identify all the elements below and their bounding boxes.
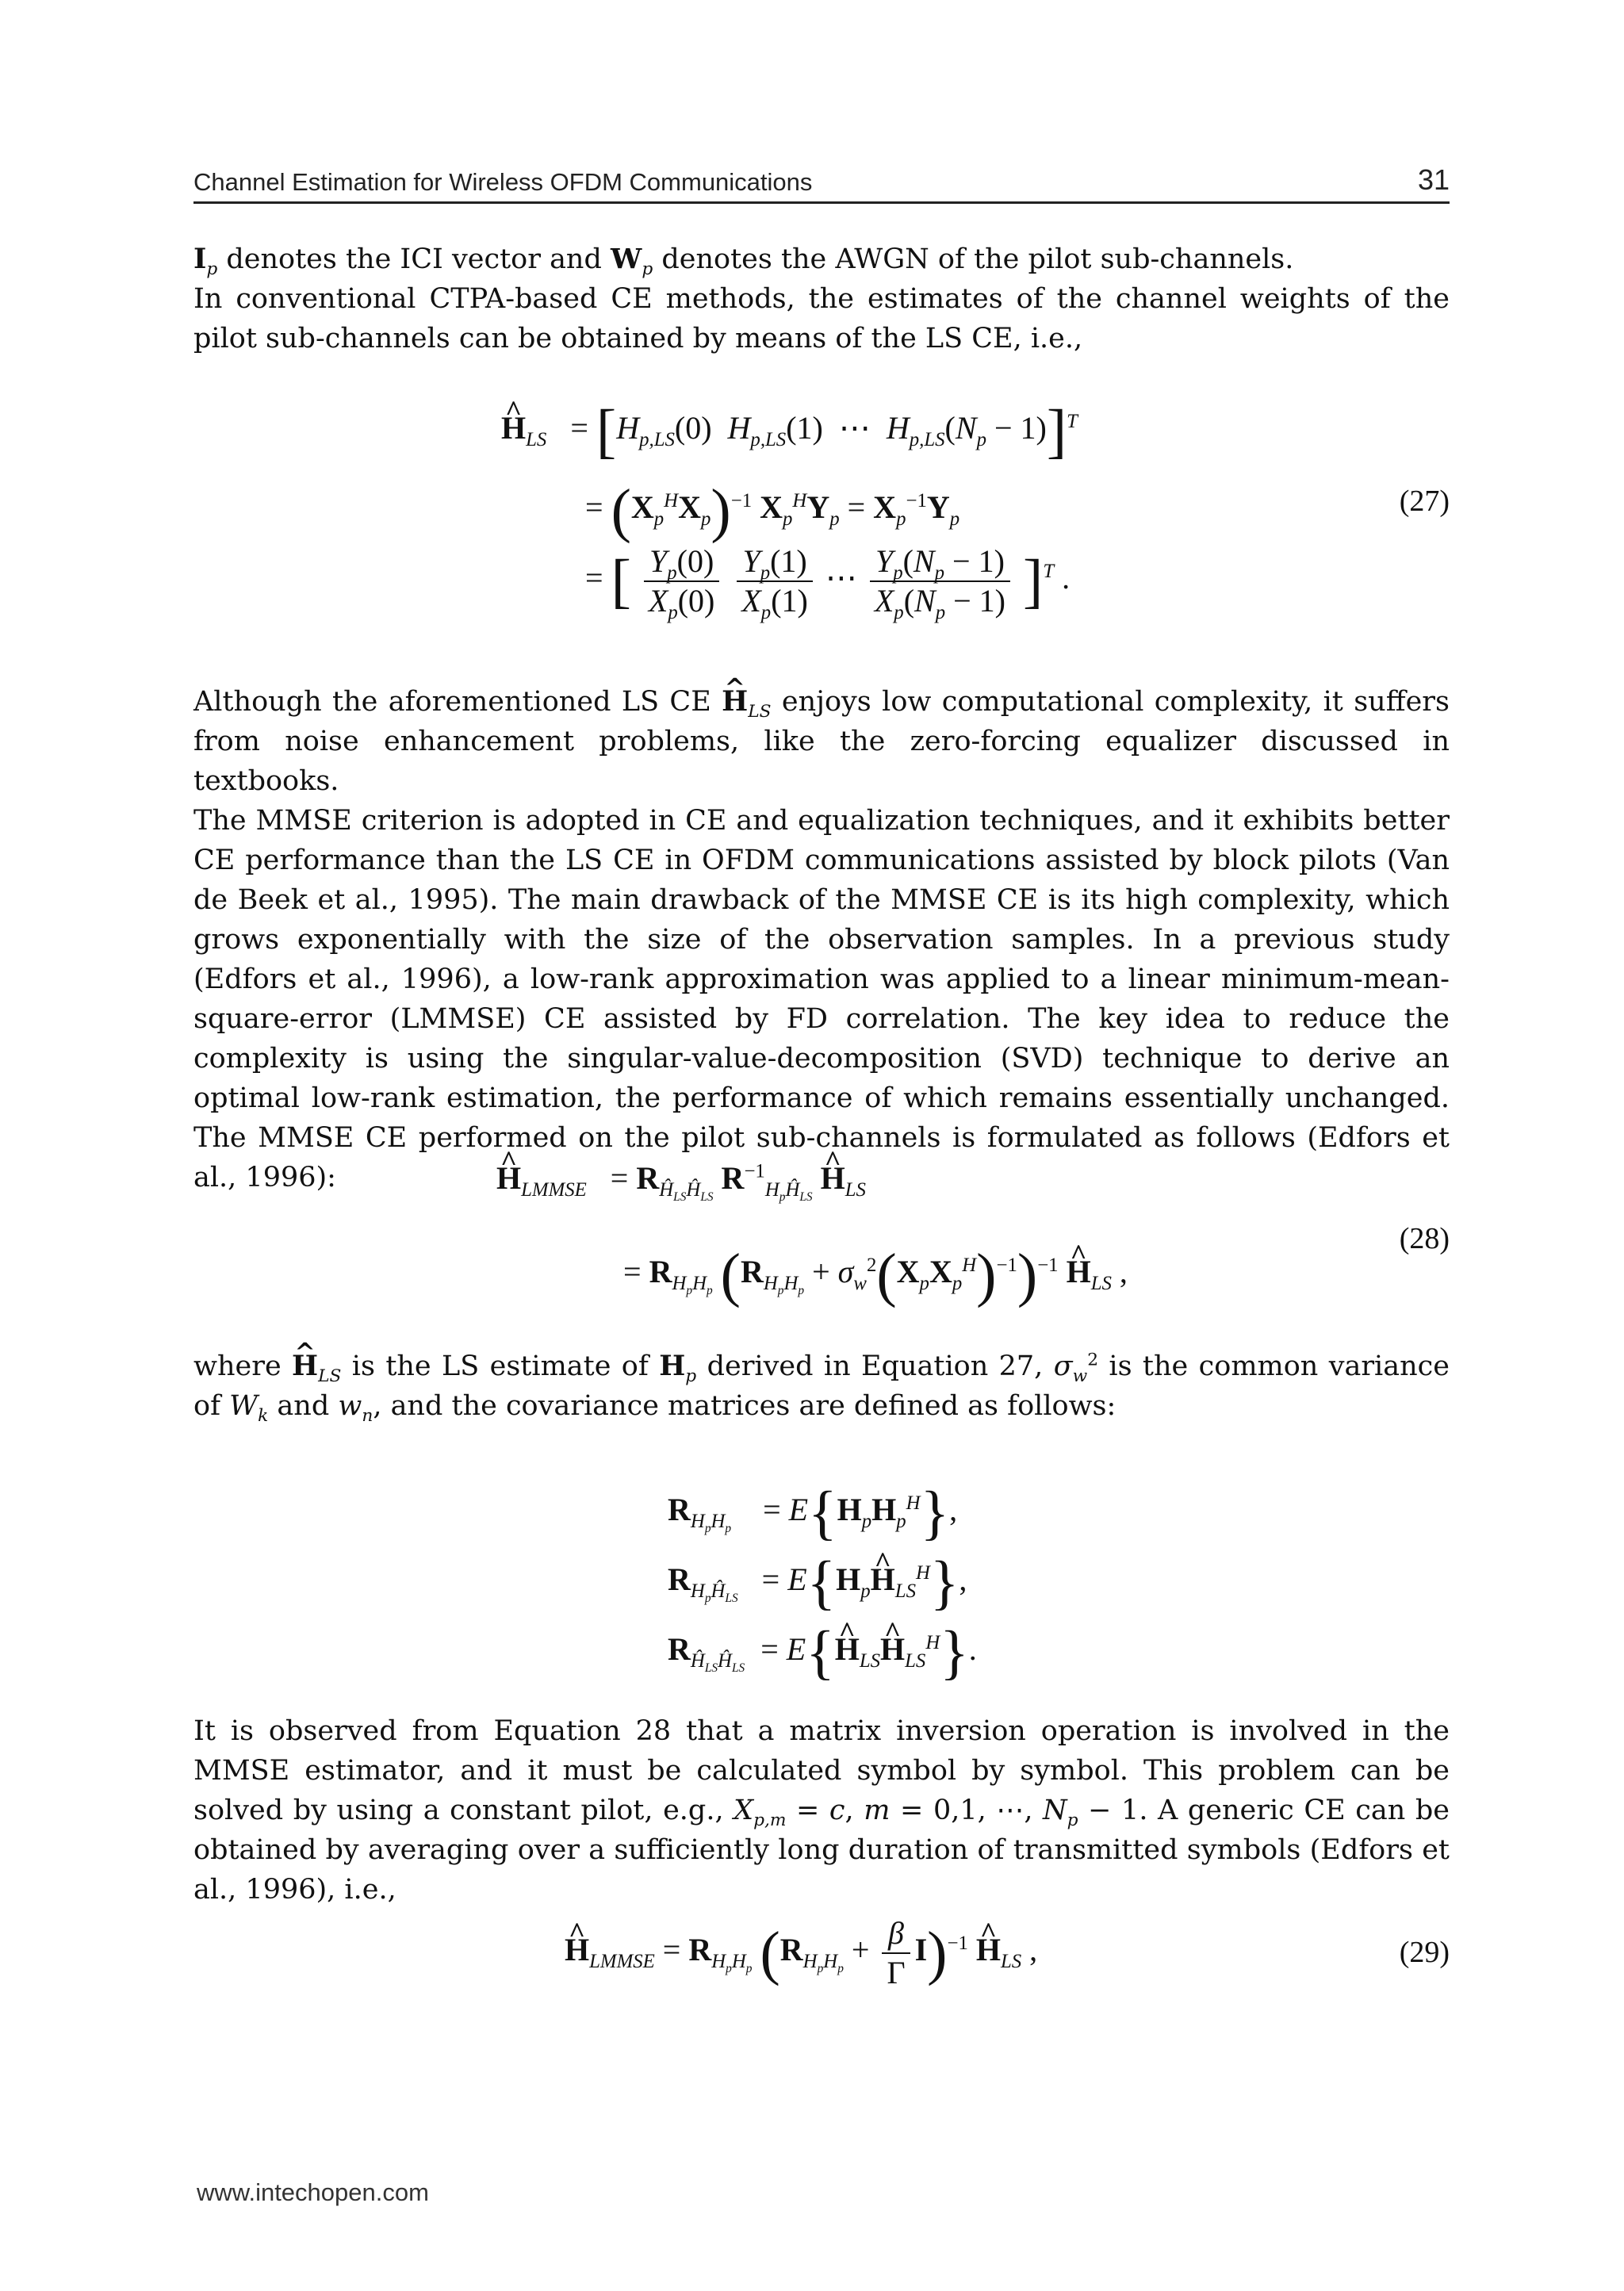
covariance-2: $R_{H_pĤ_{LS}}$ = $E\{H_p\^{}$ $H_{LS}^H$}, <box>668 1553 967 1613</box>
equation-27-line1: ^ $H_{LS} = [H_{p,LS}(0)$ $H_{p,LS}(1)$ ⋯ $H_{p,LS}(N_p - 1)]^T$ <box>501 401 1078 462</box>
equation-28-line1: ^ $H_{LMMSE} = R_{Ĥ_{LS}Ĥ_{LS}}$ $R^{-1}_{H_pĤ_{LS}}$ ^ $H_{LS}$ <box>496 1163 866 1197</box>
equation-28-line2: = $R_{H_pH_p}$ $(R_{H_pH_p} + \sigma_w^2(X_pX_p^H)^{-1})^{-1}$ ^ $H_{LS}$ , <box>623 1245 1128 1305</box>
paragraph-mmse: The MMSE criterion is adopted in CE and equalization techniques, and it exhibits better CE performance than the LS CE in OFDM communications assisted by block pilots (Van de Beek et al., 1995). The main drawback of the MMSE CE is its high complexity, which grows exponentially with the size of the observation samples. In a previous study (Edfors et al., 1996), a low-rank approximation was applied to a linear minimum-mean-square-error (LMMSE) CE assisted by FD correlation. The key idea to reduce the complexity is using the singular-value-decomposition (SVD) technique to derive an optimal low-rank estimation, the performance of which remains essentially unchanged. The MMSE CE performed on the pilot sub-channels is formulated as follows (Edfors et al., 1996): <box>193 805 1450 1193</box>
paragraph-where: where ^ $H_{LS}$ is the LS estimate of $H_p$ derived in Equation 27, $\sigma_w^2$ is the common variance of $W_k$ and $w_n$, and the covariance matrices are defined as follows: <box>193 1347 1450 1426</box>
footer-url: www.intechopen.com <box>197 2178 429 2206</box>
covariance-1: $R_{H_pH_p}$ = $E\{H_pH_p^H\}$, <box>668 1480 958 1546</box>
equation-28-number: (28) <box>1399 1222 1450 1255</box>
equation-29-number: (29) <box>1399 1936 1450 1969</box>
equation-27-number: (27) <box>1399 485 1450 518</box>
paragraph-ls-ce: Although the aforementioned LS CE ^ $H_{LS}$ enjoys low computational complexity, it suffers from noise enhancement problems, like the zero-forcing equalizer discussed in textbooks. The MMSE criterion is adopted in CE and equalization techniques, and it exhibits better CE performance than the LS CE in OFDM communications assisted by block pilots (Van de Beek et al., 1995). The main drawback of the MMSE CE is its high complexity, which grows exponentially with the size of the observation samples. In a previous study (Edfors et al., 1996), a low-rank approximation was applied to a linear minimum-mean-square-error (LMMSE) CE assisted by FD correlation. The key idea to reduce the complexity is using the singular-value-decomposition (SVD) technique to derive an optimal low-rank estimation, the performance of which remains essentially unchanged. The MMSE CE performed on the pilot sub-channels is formulated as follows (Edfors et al., 1996): <box>193 682 1450 1197</box>
running-header <box>193 165 1450 204</box>
paragraph-matrix-inversion: It is observed from Equation 28 that a matrix inversion operation is involved in the MMSE estimator, and it must be calculated symbol by symbol. This problem can be solved by using a constant pilot, e.g., $X_{p,m} = c$, m = 0,1, ⋯, $N_p - 1$. A generic CE can be obtained by averaging over a sufficiently long duration of transmitted symbols (Edfors et al., 1996), i.e., <box>193 1715 1450 1906</box>
equation-29: ^ $H_{LMMSE} = R_{H_pH_p}$ ($R_{H_pH_p}$ + $\frac{\beta}{\Gamma}$ I)$^{-1}$ ^ $H_{LS}$ , <box>565 1917 1037 1989</box>
covariance-3: $R_{Ĥ_{LS}Ĥ_{LS}}$ = E{^ $H_{LS}\^{}$ $H_{LS}^H$}. <box>668 1622 977 1683</box>
running-header-title: Channel Estimation for Wireless OFDM Communications <box>193 168 813 196</box>
paragraph-ici: $I_p$ denotes the ICI vector and $W_p$ denotes the AWGN of the pilot sub-channels. In conventional CTPA-based CE methods, the estimates of the channel weights of the pilot sub-channels can be obtained by means of the LS CE, i.e., <box>193 239 1450 358</box>
equation-27-line3: = [ $\frac{Y_p(0)}{X_p(0)}$ $\frac{Y_p(1)}{X_p(1)}$ ⋯ $\frac{Y_p(N_p - 1)}{X_p(N_p - 1)}$ ]$^T$ . <box>585 543 1071 623</box>
paragraph-ctpa: In conventional CTPA-based CE methods, the estimates of the channel weights of the pilot sub-channels can be obtained by means of the LS CE, i.e., <box>193 283 1450 354</box>
equation-27-line2: = $(X_p^HX_p)^{-1}$ $X_p^HY_p = X_p^{-1}Y_p$ <box>585 477 960 544</box>
page-number: 31 <box>1417 163 1450 196</box>
